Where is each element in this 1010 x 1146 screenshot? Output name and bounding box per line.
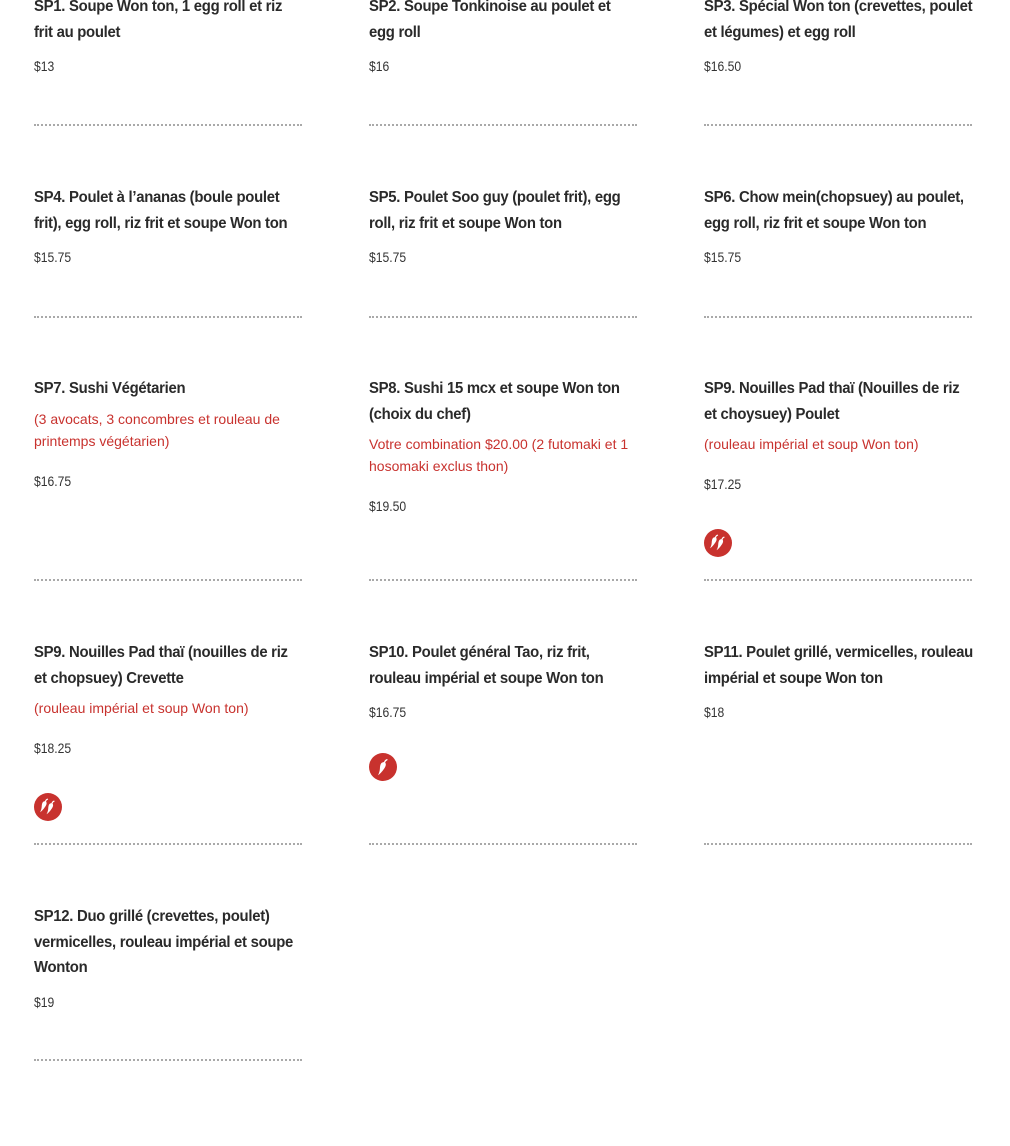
dotted-divider [704,843,972,845]
menu-item-sp9-poulet[interactable] [704,376,972,495]
item-price: $13 [34,59,55,74]
item-price: $16 [369,59,390,74]
menu-item-sp2[interactable] [369,0,637,77]
menu-item-sp9-crevette[interactable] [34,640,302,759]
dotted-divider [34,843,302,845]
dotted-divider [704,579,972,581]
item-title: SP9. Nouilles Pad thaï (Nouilles de riz et choysuey) Poulet [704,380,960,423]
item-title: SP4. Poulet à l’ananas (boule poulet frit), egg roll, riz frit et soupe Won ton [34,189,288,232]
menu-item-sp4[interactable] [34,185,302,268]
item-price: $15.75 [704,250,742,265]
item-price: $19 [34,994,55,1010]
menu-item-sp3[interactable] [704,0,972,77]
menu-item-sp8[interactable] [369,376,637,517]
item-title: SP2. Soupe Tonkinoise au poulet et egg roll [369,0,611,41]
item-description: (rouleau impérial et soup Won ton) [704,436,919,452]
item-price: $18.25 [34,741,72,756]
dotted-divider [369,579,637,581]
dotted-divider [34,1059,302,1061]
item-title: SP10. Poulet général Tao, riz frit, rouleau impérial et soupe Won ton [369,644,604,687]
item-title: SP5. Poulet Soo guy (poulet frit), egg roll, riz frit et soupe Won ton [369,189,621,232]
item-title: SP7. Sushi Végétarien [34,380,186,397]
dotted-divider [369,316,637,318]
menu-item-sp1[interactable] [34,0,302,77]
item-title: SP12. Duo grillé (crevettes, poulet) vermicelles, rouleau impérial et soupe Wonton [34,908,294,976]
item-price: $19.50 [369,499,407,514]
menu-item-sp11[interactable] [704,640,972,723]
item-price: $16.75 [34,473,72,489]
dotted-divider [369,124,637,126]
item-title: SP6. Chow mein(chopsuey) au poulet, egg roll, riz frit et soupe Won ton [704,189,964,232]
menu-item-sp7[interactable] [34,376,302,492]
dotted-divider [369,843,637,845]
item-description: (rouleau impérial et soup Won ton) [34,700,249,716]
menu-item-sp12[interactable] [34,904,302,1013]
item-title: SP11. Poulet grillé, vermicelles, rouleau impérial et soupe Won ton [704,644,973,687]
dotted-divider [34,316,302,318]
dotted-divider [704,124,972,126]
item-description: Votre combination $20.00 (2 futomaki et 1 hosomaki exclus thon) [369,436,629,474]
double-pepper-icon [704,529,732,557]
double-pepper-icon [34,793,62,821]
item-title: SP1. Soupe Won ton, 1 egg roll et riz frit au poulet [34,0,283,41]
item-price: $16.75 [369,705,407,720]
menu-item-sp10[interactable] [369,640,637,723]
item-description: (3 avocats, 3 concombres et rouleau de printemps végétarien) [34,410,280,449]
item-title: SP3. Spécial Won ton (crevettes, poulet et légumes) et egg roll [704,0,973,41]
menu-item-sp5[interactable] [369,185,637,268]
dotted-divider [34,124,302,126]
item-price: $16.50 [704,59,742,74]
item-price: $18 [704,705,725,720]
item-price: $15.75 [369,250,407,265]
single-pepper-icon [369,753,397,781]
menu-item-sp6[interactable] [704,185,972,268]
item-title: SP8. Sushi 15 mcx et soupe Won ton (choix du chef) [369,380,620,423]
item-title: SP9. Nouilles Pad thaï (nouilles de riz et chopsuey) Crevette [34,644,288,687]
item-price: $17.25 [704,477,742,492]
dotted-divider [34,579,302,581]
dotted-divider [704,316,972,318]
item-price: $15.75 [34,250,72,265]
